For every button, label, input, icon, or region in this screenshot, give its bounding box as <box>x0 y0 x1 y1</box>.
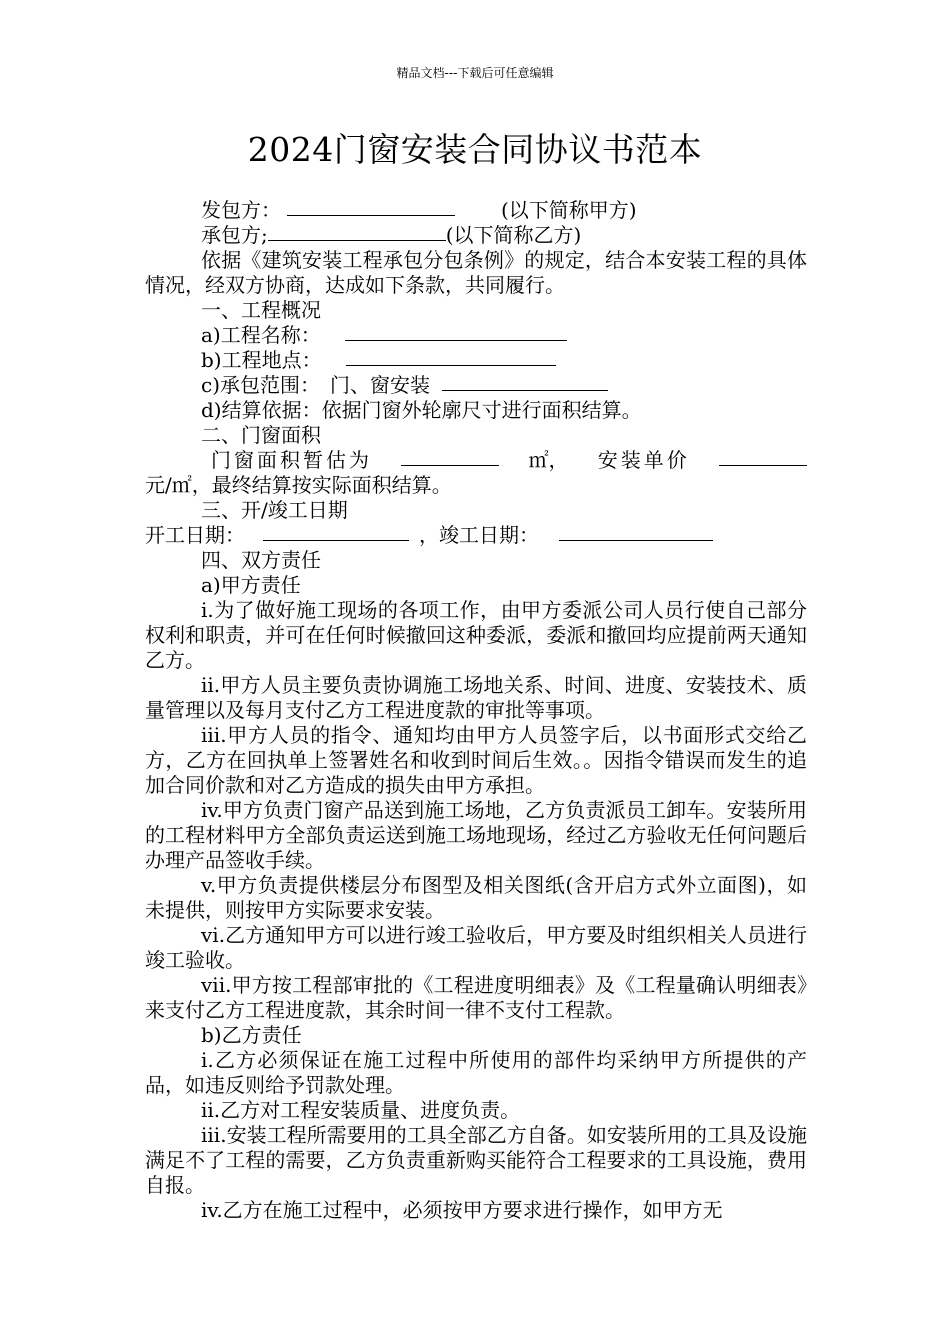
party-a-duty-item: iii.甲方人员的指令、通知均由甲方人员签字后，以书面形式交给乙方，乙方在回执单上签署姓名和收到时间后生效。。因指令错误而发生的追加合同价款和对乙方造成的损失由甲方承担。 <box>145 723 807 797</box>
party-b-line <box>145 223 807 248</box>
party-a-label: 发包方： <box>201 198 281 222</box>
section-3-heading: 三、开/竣工日期 <box>201 498 348 522</box>
area-settlement-note: 元/㎡，最终结算按实际面积结算。 <box>145 473 452 497</box>
project-scope-blank <box>442 373 608 391</box>
party-a-duty-item: ii.甲方人员主要负责协调施工场地关系、时间、进度、安装技术、质量管理以及每月支付乙方工程进度款的审批等事项。 <box>145 673 807 722</box>
party-b-blank <box>268 223 446 241</box>
end-date-blank <box>559 523 713 541</box>
party-b-duty-item: iii.安装工程所需要用的工具全部乙方自备。如安装所用的工具及设施满足不了工程的需要，乙方负责重新购买能符合工程要求的工具设施，费用自报。 <box>145 1123 807 1197</box>
project-scope-label: c)承包范围： <box>201 373 321 397</box>
area-line <box>145 448 807 473</box>
section-2-heading: 二、门窗面积 <box>201 423 321 447</box>
unit-price-label: 安装单价 <box>597 448 690 472</box>
area-label: 门窗面积暂估为 <box>211 448 372 472</box>
project-scope-value: 门、窗安装 <box>330 373 431 397</box>
party-b-duty-item: ii.乙方对工程安装质量、进度负责。 <box>201 1098 521 1122</box>
unit-price-blank <box>719 448 807 466</box>
project-name-label: a)工程名称： <box>201 323 321 347</box>
party-b-duty-item: iv.乙方在施工过程中，必须按甲方要求进行操作，如甲方无 <box>201 1198 723 1222</box>
dates-line <box>145 523 807 548</box>
area-unit: ㎡， <box>528 448 569 472</box>
page-header: 精品文档---下载后可任意编辑 <box>396 66 554 80</box>
section-4-heading: 四、双方责任 <box>201 548 321 572</box>
party-a-duty-item: v.甲方负责提供楼层分布图型及相关图纸(含开启方式外立面图)，如未提供，则按甲方实际要求安装。 <box>145 873 807 922</box>
party-a-duty-item: vii.甲方按工程部审批的《工程进度明细表》及《工程量确认明细表》来支付乙方工程进度款，其余时间一律不支付工程款。 <box>145 973 807 1022</box>
project-name-line <box>145 323 807 348</box>
party-a-duty-item: vi.乙方通知甲方可以进行竣工验收后，甲方要及时组织相关人员进行竣工验收。 <box>145 923 807 972</box>
end-date-label: ，竣工日期： <box>419 523 539 547</box>
party-a-suffix: (以下简称甲方) <box>501 198 637 222</box>
party-b-label: 承包方; <box>201 223 268 247</box>
area-blank <box>401 448 499 466</box>
document-title: 2024门窗安装合同协议书范本 <box>247 130 703 169</box>
start-date-label: 开工日期： <box>145 523 245 547</box>
project-scope-line <box>145 373 807 398</box>
party-b-duties-heading: b)乙方责任 <box>201 1023 302 1047</box>
settlement-basis: d)结算依据：依据门窗外轮廓尺寸进行面积结算。 <box>201 398 642 422</box>
start-date-blank <box>263 523 409 541</box>
section-1-heading: 一、工程概况 <box>201 298 321 322</box>
party-b-duty-item: i.乙方必须保证在施工过程中所使用的部件均采纳甲方所提供的产品，如违反则给予罚款处理。 <box>145 1048 807 1097</box>
project-location-label: b)工程地点： <box>201 348 322 372</box>
party-b-suffix: (以下简称乙方) <box>445 223 582 247</box>
intro-paragraph: 依据《建筑安装工程承包分包条例》的规定，结合本安装工程的具体情况，经双方协商，达成如下条款，共同履行。 <box>145 248 807 297</box>
party-a-blank <box>287 198 455 216</box>
party-a-duties-heading: a)甲方责任 <box>201 573 301 597</box>
project-location-blank <box>346 348 556 366</box>
project-name-blank <box>345 323 567 341</box>
party-a-line <box>145 198 807 223</box>
party-a-duty-item: i.为了做好施工现场的各项工作，由甲方委派公司人员行使自己部分权利和职责，并可在任何时候撤回这种委派，委派和撤回均应提前两天通知乙方。 <box>145 598 807 672</box>
contract-body <box>145 198 807 1223</box>
project-location-line <box>145 348 807 373</box>
party-a-duty-item: iv.甲方负责门窗产品送到施工场地，乙方负责派员工卸车。安装所用的工程材料甲方全部负责运送到施工场地现场，经过乙方验收无任何问题后办理产品签收手续。 <box>145 798 807 872</box>
